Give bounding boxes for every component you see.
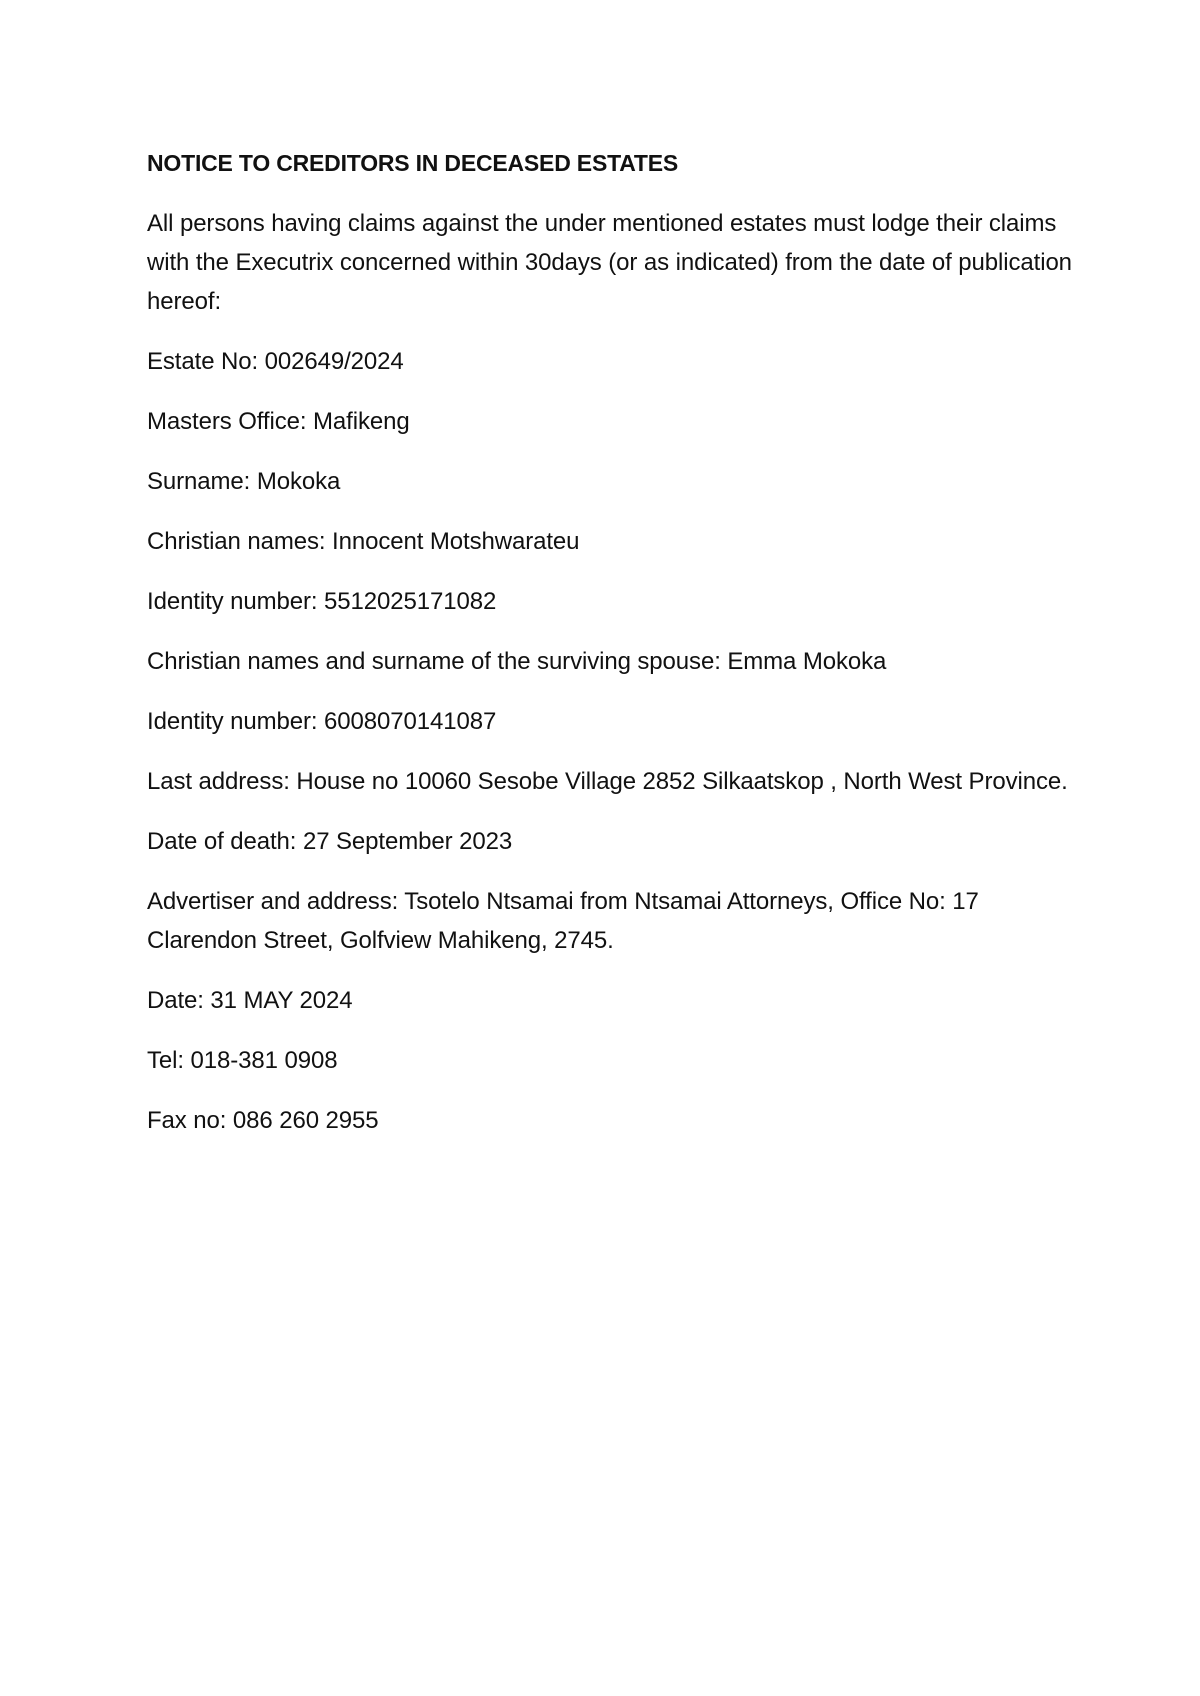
last-address: Last address: House no 10060 Sesobe Village 2852 Silkaatskop , North West Province. xyxy=(147,768,1068,795)
notice-document xyxy=(147,148,1077,1161)
date-of-death: Date of death: 27 September 2023 xyxy=(147,828,513,855)
estate-number: Estate No: 002649/2024 xyxy=(147,348,404,375)
surname: Surname: Mokoka xyxy=(147,468,341,495)
notice-date: Date: 31 MAY 2024 xyxy=(147,987,353,1014)
advertiser-address: Advertiser and address: Tsotelo Ntsamai from Ntsamai Attorneys, Office No: 17 Clarendon Street, Golfview Mahikeng, 2745. xyxy=(147,888,979,954)
notice-intro: All persons having claims against the under mentioned estates must lodge their claims with the Executrix concerned within 30days (or as indicated) from the date of publication hereof: xyxy=(147,210,1072,315)
surviving-spouse: Christian names and surname of the surviving spouse: Emma Mokoka xyxy=(147,648,887,675)
notice-title: NOTICE TO CREDITORS IN DECEASED ESTATES xyxy=(147,150,679,176)
spouse-identity-number: Identity number: 6008070141087 xyxy=(147,708,497,735)
telephone: Tel: 018-381 0908 xyxy=(147,1047,338,1074)
masters-office: Masters Office: Mafikeng xyxy=(147,408,410,435)
christian-names: Christian names: Innocent Motshwarateu xyxy=(147,528,580,555)
identity-number: Identity number: 5512025171082 xyxy=(147,588,497,615)
fax-number: Fax no: 086 260 2955 xyxy=(147,1107,379,1134)
